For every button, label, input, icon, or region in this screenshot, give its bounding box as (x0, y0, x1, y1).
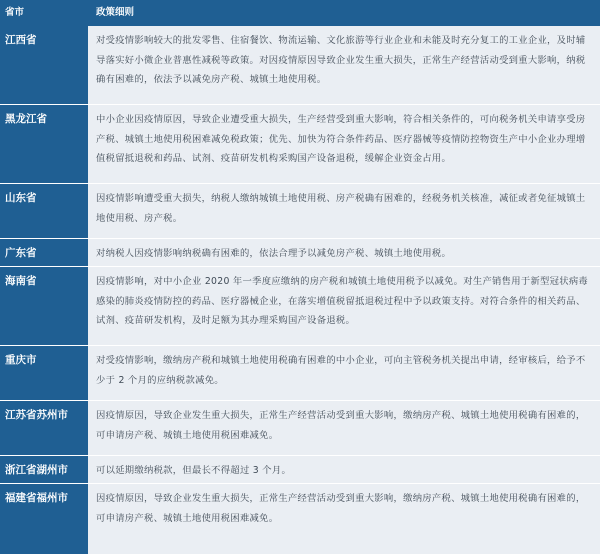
policy-cell: 因疫情原因，导致企业发生重大损失，正常生产经营活动受到重大影响，缴纳房产税、城镇土地使用税确有困难的，可申请房产税、城镇土地使用税困难减免。 (88, 401, 600, 456)
policy-cell: 对受疫情影响，缴纳房产税和城镇土地使用税确有困难的中小企业，可向主管税务机关提出申请，经审核后，给予不少于 2 个月的应纳税款减免。 (88, 346, 600, 401)
policy-cell: 对受疫情影响较大的批发零售、住宿餐饮、物流运输、文化旅游等行业企业和未能及时充分复工的工业企业，及时辅导落实好小微企业普惠性减税等政策。对因疫情原因导致企业发生重大损失，正常生产经营活动受到重大影响，纳税确有困难的，依法予以减免房产税、城镇土地使用税。 (88, 26, 600, 105)
policy-cell: 对纳税人因疫情影响纳税确有困难的，依法合理予以减免房产税、城镇土地使用税。 (88, 239, 600, 267)
header-region: 省市 (0, 0, 88, 26)
region-cell: 重庆市 (0, 346, 88, 401)
region-cell: 海南省 (0, 267, 88, 346)
region-cell: 浙江省湖州市 (0, 456, 88, 484)
policy-cell: 可以延期缴纳税款，但最长不得超过 3 个月。 (88, 456, 600, 484)
region-cell: 福建省福州市 (0, 484, 88, 555)
header-policy: 政策细则 (88, 0, 600, 26)
region-cell: 江苏省苏州市 (0, 401, 88, 456)
region-cell: 黑龙江省 (0, 105, 88, 184)
policy-cell: 因疫情影响，对中小企业 2020 年一季度应缴纳的房产税和城镇土地使用税予以减免。对生产销售用于新型冠状病毒感染的肺炎疫情防控的药品、医疗器械企业，在落实增值税留抵退税过程中予以政策支持。对符合条件的相关药品、试剂、疫苗研发机构，及时足额为其办理采购国产设备退税。 (88, 267, 600, 346)
policy-cell: 因疫情原因，导致企业发生重大损失，正常生产经营活动受到重大影响，缴纳房产税、城镇土地使用税确有困难的，可申请房产税、城镇土地使用税困难减免。 (88, 484, 600, 555)
policy-cell: 因疫情影响遭受重大损失，纳税人缴纳城镇土地使用税、房产税确有困难的，经税务机关核准，减征或者免征城镇土地使用税、房产税。 (88, 184, 600, 239)
region-cell: 江西省 (0, 26, 88, 105)
policy-cell: 中小企业因疫情原因，导致企业遭受重大损失，生产经营受到重大影响，符合相关条件的，可向税务机关申请享受房产税、城镇土地使用税困难减免税政策；优先、加快为符合条件药品、医疗器械等疫情防控物资生产中小企业办理增值税留抵退税和药品、试剂、疫苗研发机构采购国产设备退税，缓解企业资金占用。 (88, 105, 600, 184)
region-cell: 山东省 (0, 184, 88, 239)
region-cell: 广东省 (0, 239, 88, 267)
